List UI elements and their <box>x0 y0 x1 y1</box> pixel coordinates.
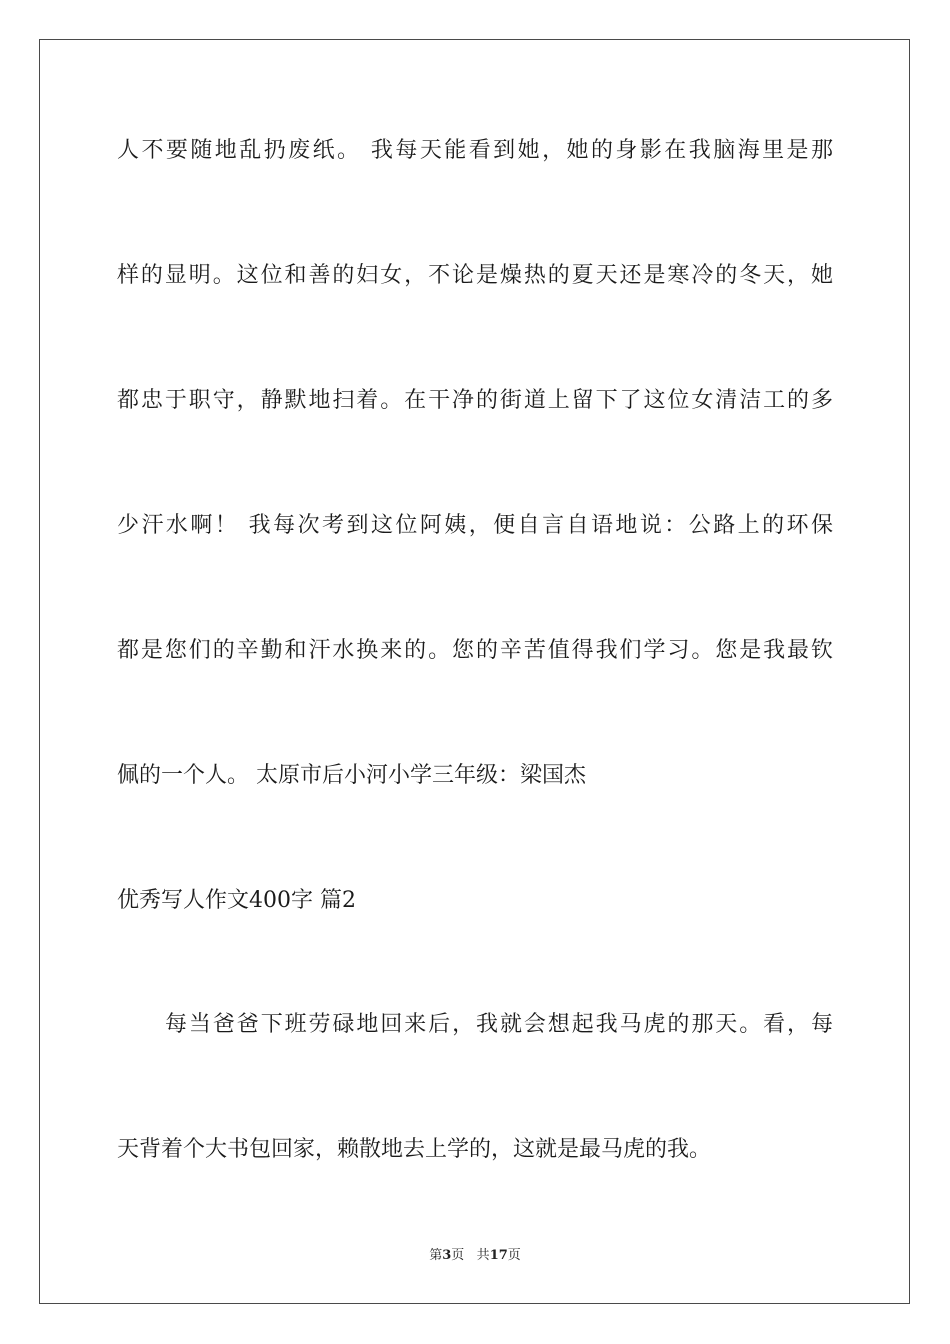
total-suffix: 页 <box>507 1248 521 1263</box>
page-suffix: 页 <box>451 1248 465 1263</box>
paragraph-2-line-2: 天背着个大书包回家，赖散地去上学的，这就是最马虎的我。 <box>117 1137 712 1162</box>
body-line-2: 样的显明。这位和善的妇女，不论是燥热的夏天还是寒冷的冬天，她 <box>117 263 833 288</box>
page-number: 3 <box>442 1248 452 1263</box>
section-heading: 优秀写人作文400字 篇2 <box>117 888 356 913</box>
page-footer <box>0 1247 950 1265</box>
page-prefix: 第 <box>429 1248 443 1263</box>
total-prefix: 共 <box>476 1248 490 1263</box>
body-line-3: 都忠于职守，静默地扫着。在干净的街道上留下了这位女清洁工的多 <box>117 388 833 413</box>
body-line-5: 都是您们的辛勤和汗水换来的。您的辛苦值得我们学习。您是我最钦 <box>117 638 833 663</box>
total-pages: 17 <box>489 1248 508 1263</box>
paragraph-2-line-1: 每当爸爸下班劳碌地回来后，我就会想起我马虎的那天。看，每 <box>165 1012 833 1037</box>
page-border <box>39 39 910 1304</box>
body-line-6: 佩的一个人。 太原市后小河小学三年级：梁国杰 <box>117 763 586 788</box>
body-line-4: 少汗水啊！ 我每次考到这位阿姨，便自言自语地说：公路上的环保 <box>117 513 833 538</box>
body-line-1: 人不要随地乱扔废纸。 我每天能看到她，她的身影在我脑海里是那 <box>117 138 833 163</box>
